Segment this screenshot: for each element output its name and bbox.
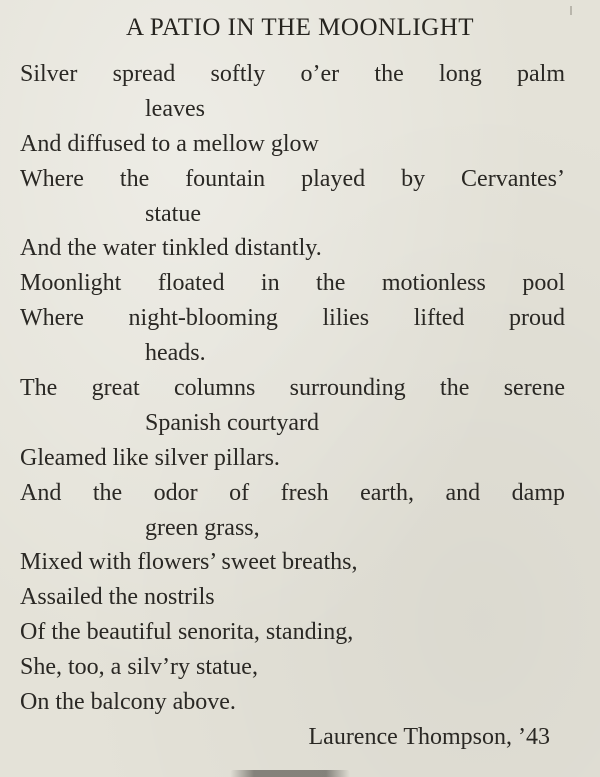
cropped-text-fragment xyxy=(230,770,350,777)
poem-body xyxy=(20,57,565,720)
poem-line: Gleamed like silver pillars. xyxy=(20,444,280,471)
poem-line: And the odor of fresh earth, and damp xyxy=(20,479,565,506)
poem-title: A PATIO IN THE MOONLIGHT xyxy=(125,14,475,41)
poem-line-continuation: Spanish courtyard xyxy=(145,409,319,436)
poem-line: Moonlight floated in the motionless pool xyxy=(20,270,565,297)
poem-line: Where night-blooming lilies lifted proud xyxy=(20,305,565,332)
poem-line: Silver spread softly o’er the long palm xyxy=(20,61,565,87)
poem-line: On the balcony above. xyxy=(20,689,236,716)
poem-line-continuation: statue xyxy=(145,200,201,227)
poem-line-continuation: green grass, xyxy=(145,514,260,541)
poem-line: Where the fountain played by Cervantes’ xyxy=(20,165,565,192)
author-signature: Laurence Thompson, ’43 xyxy=(308,724,550,750)
poem-line: Mixed with flowers’ sweet breaths, xyxy=(20,549,358,576)
poem-line-continuation: heads. xyxy=(145,340,206,367)
poem-line-continuation: leaves xyxy=(145,95,205,122)
poem-line: And diffused to a mellow glow xyxy=(20,130,319,157)
poem-line: The great columns surrounding the serene xyxy=(20,375,565,402)
poem-line: And the water tinkled distantly. xyxy=(20,235,322,262)
poem-line: Assailed the nostrils xyxy=(20,584,215,611)
poem-line: Of the beautiful senorita, standing, xyxy=(20,619,354,646)
poem-line: She, too, a silv’ry statue, xyxy=(20,654,258,681)
